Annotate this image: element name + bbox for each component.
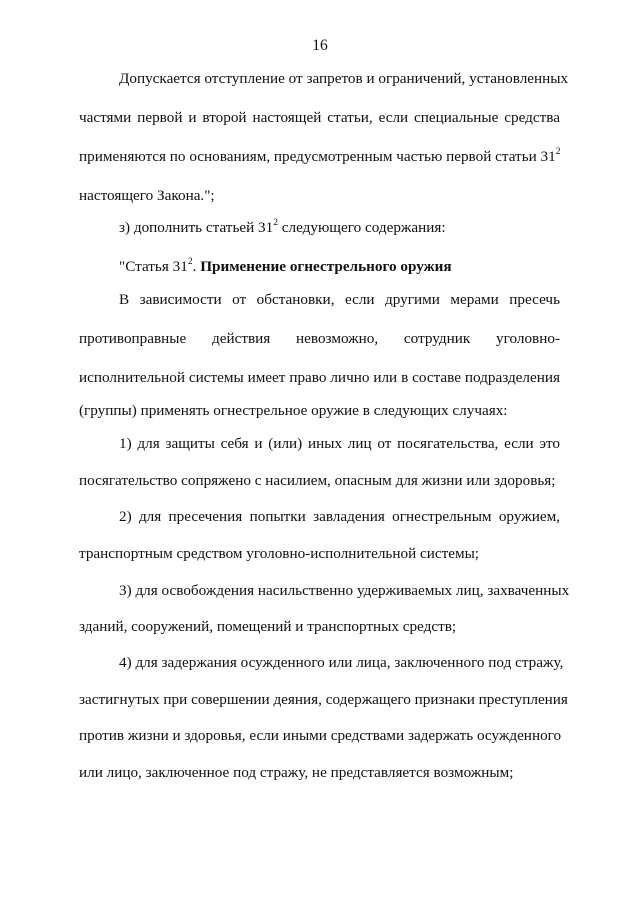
- text-line: 4) для задержания осужденного или лица, заключенного под стражу,: [119, 654, 564, 671]
- page-number: 16: [312, 37, 328, 54]
- superscript: 2: [555, 147, 561, 157]
- text-span: применяются по основаниям, предусмотренным частью первой статьи 31: [79, 148, 556, 165]
- text-line: [79, 148, 560, 166]
- article-title: Применение огнестрельного оружия: [200, 258, 452, 275]
- text-span: з) дополнить статьей 31: [119, 219, 274, 236]
- text-line: посягательство сопряжено с насилием, опасным для жизни или здоровья;: [79, 472, 556, 489]
- text-line: Допускается отступление от запретов и ограничений, установленных: [119, 70, 569, 87]
- text-line: [119, 219, 446, 237]
- text-line: В зависимости от обстановки, если другими мерами пресечь: [119, 291, 560, 308]
- article-heading: [119, 258, 452, 276]
- text-line: 3) для освобождения насильственно удерживаемых лиц, захваченных: [119, 582, 570, 599]
- text-line: или лицо, заключенное под стражу, не представляется возможным;: [79, 764, 514, 781]
- superscript: 2: [187, 257, 193, 267]
- text-span: следующего содержания:: [277, 219, 446, 236]
- text-line: исполнительной системы имеет право лично или в составе подразделения: [79, 369, 560, 386]
- text-line: зданий, сооружений, помещений и транспортных средств;: [79, 618, 457, 635]
- text-line: частями первой и второй настоящей статьи, если специальные средства: [79, 109, 560, 126]
- text-line: застигнутых при совершении деяния, содержащего признаки преступления: [79, 691, 568, 708]
- text-line: противоправные действия невозможно, сотрудник уголовно-: [79, 330, 560, 347]
- superscript: 2: [273, 218, 278, 228]
- text-line: 2) для пресечения попытки завладения огнестрельным оружием,: [119, 508, 560, 525]
- text-span: "Статья 31: [119, 258, 188, 275]
- text-line: настоящего Закона.";: [79, 187, 215, 204]
- text-span: .: [192, 258, 197, 275]
- text-line: (группы) применять огнестрельное оружие в следующих случаях:: [79, 402, 508, 419]
- text-line: 1) для защиты себя и (или) иных лиц от посягательства, если это: [119, 435, 560, 452]
- text-line: против жизни и здоровья, если иными средствами задержать осужденного: [79, 727, 562, 744]
- text-line: транспортным средством уголовно-исполнительной системы;: [79, 545, 480, 562]
